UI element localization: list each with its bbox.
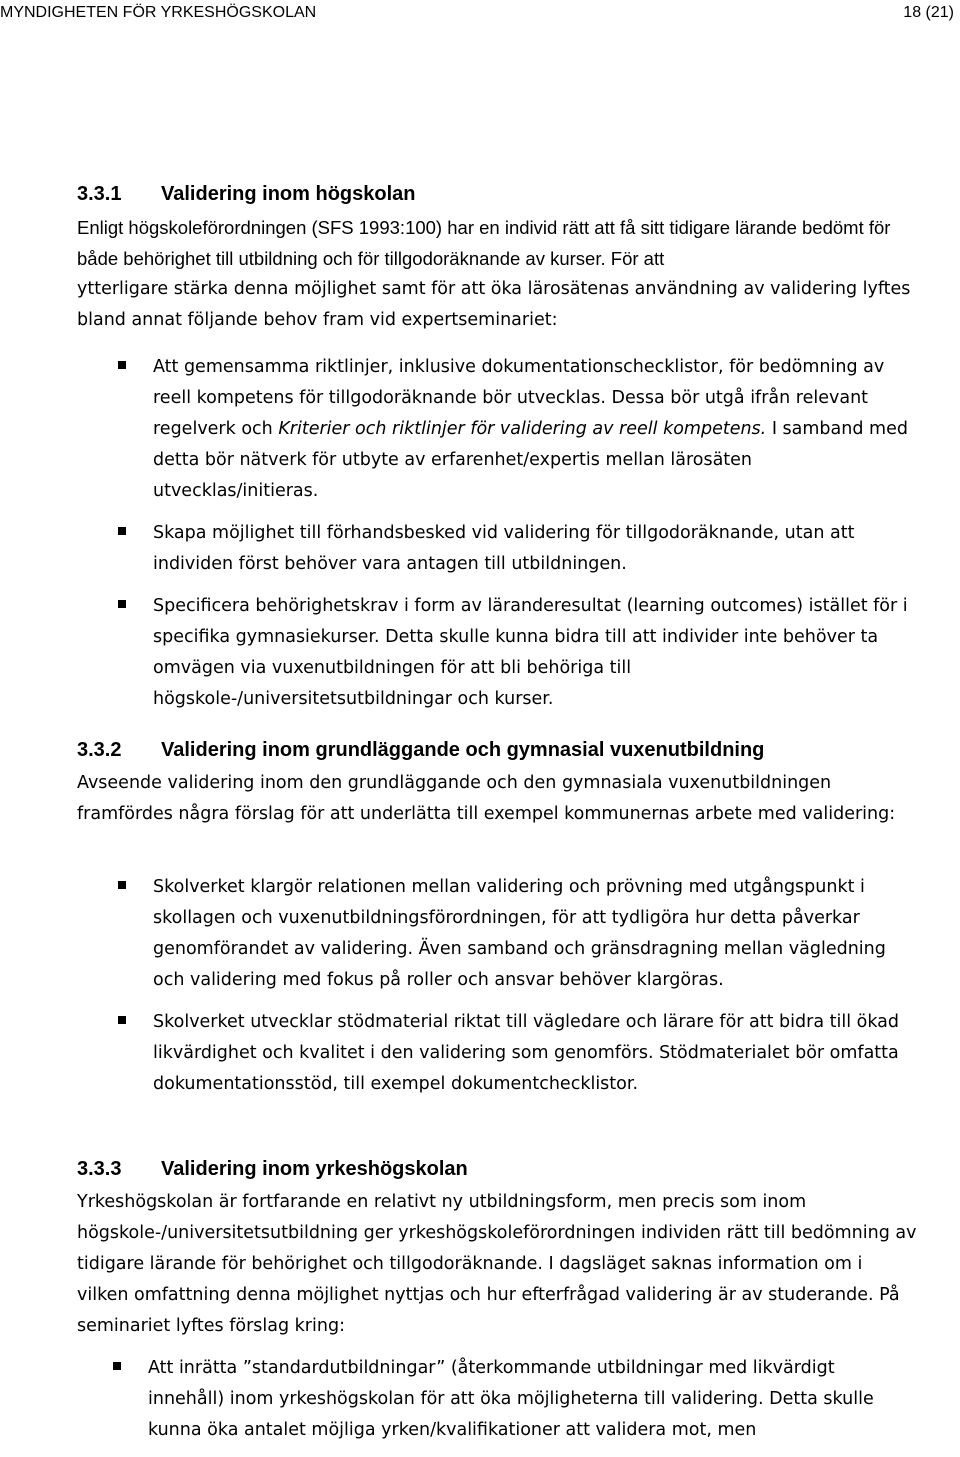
- bullet-list-3-3-1: [77, 352, 917, 726]
- square-bullet-icon: [118, 361, 126, 369]
- section-intro-3-3-1: [77, 212, 917, 336]
- list-item: [77, 352, 917, 507]
- section-intro-3-3-2: [77, 768, 917, 830]
- section-heading-3-3-1: [77, 182, 415, 206]
- list-item: [72, 1353, 912, 1446]
- bullet-text: Att gemensamma riktlinjer, inklusive dokumentationschecklistor, för bedömning av reell kompetens för tillgodoräknande bör utvecklas. Dessa bör utgå ifrån relevant regelverk och: [153, 357, 885, 439]
- bullet-list-3-3-2: [77, 872, 917, 1111]
- section-heading-3-3-3: [77, 1157, 468, 1181]
- intro-paragraph: Yrkeshögskolan är fortfarande en relativt ny utbildningsform, men precis som inom högskole-/universitetsutbildning ger yrkeshögskoleförordningen individen rätt till bedömning av tidigare lärande för behörighet och tillgodoräknande. I dagsläget saknas information om i vilken omfattning denna möjlighet nyttjas och hur efterfrågad validering är av studerande. På seminariet lyftes förslag kring:: [77, 1192, 917, 1336]
- bullet-text: Skolverket klargör relationen mellan validering och prövning med utgångspunkt i skollagen och vuxenutbildningsförordningen, för att tydligöra hur detta påverkar genomförandet av validering. Även samband och gränsdragning mellan vägledning och validering med fokus på roller och ansvar behöver klargöras.: [153, 877, 886, 990]
- bullet-text: Att inrätta ”standardutbildningar” (återkommande utbildningar med likvärdigt innehåll) inom yrkeshögskolan för att öka möjligheterna till validering. Detta skulle kunna öka antalet möjliga yrken/kvalifikationer att validera mot, men: [148, 1358, 874, 1440]
- list-item: [77, 1007, 917, 1100]
- square-bullet-icon: [118, 527, 126, 535]
- bullet-text-continued: I samband med detta bör nätverk för utbyte av erfarenhet/expertis mellan lärosäten utvecklas/initieras.: [153, 419, 908, 501]
- square-bullet-icon: [118, 881, 126, 889]
- section-title: Validering inom högskolan: [161, 183, 416, 205]
- italic-reference: Kriterier och riktlinjer för validering av reell kompetens.: [278, 419, 767, 439]
- bullet-list-3-3-3: [72, 1353, 912, 1457]
- section-title: Validering inom grundläggande och gymnasial vuxenutbildning: [161, 739, 765, 761]
- section-title: Validering inom yrkeshögskolan: [161, 1158, 468, 1180]
- intro-paragraph: Avseende validering inom den grundläggande och den gymnasiala vuxenutbildningen framfördes några förslag för att underlätta till exempel kommunernas arbete med validering:: [77, 773, 896, 824]
- list-item: [77, 591, 917, 715]
- section-number: 3.3.2: [77, 739, 122, 761]
- bullet-text: Skapa möjlighet till förhandsbesked vid validering för tillgodoräknande, utan att individen först behöver vara antagen till utbildningen.: [153, 523, 855, 574]
- list-item: [77, 872, 917, 996]
- square-bullet-icon: [113, 1362, 121, 1370]
- square-bullet-icon: [118, 600, 126, 608]
- bullet-text: Specificera behörighetskrav i form av läranderesultat (learning outcomes) istället för i specifika gymnasiekurser. Detta skulle kunna bidra till att individer inte behöver ta omvägen via vuxenutbildningen för att bli behöriga till högskole-/universitetsutbildningar och kurser.: [153, 596, 908, 709]
- square-bullet-icon: [118, 1016, 126, 1024]
- section-number: 3.3.1: [77, 183, 122, 205]
- page-header: [0, 4, 960, 24]
- section-number: 3.3.3: [77, 1158, 122, 1180]
- section-intro-3-3-3: [77, 1187, 917, 1342]
- intro-paragraph-part-2: ytterligare stärka denna möjlighet samt för att öka lärosätenas användning av validering lyftes bland annat följande behov fram vid expertseminariet:: [77, 279, 911, 330]
- organization-name: MYNDIGHETEN FÖR YRKESHÖGSKOLAN: [0, 4, 317, 21]
- section-heading-3-3-2: [77, 738, 764, 762]
- list-item: [77, 518, 917, 580]
- intro-paragraph-part-1: Enligt högskoleförordningen (SFS 1993:100) har en individ rätt att få sitt tidigare lärande bedömt för både behörighet till utbildning och för tillgodoräknande av kurser. För att: [77, 217, 891, 269]
- page-number: 18 (21): [903, 4, 954, 21]
- bullet-text: Skolverket utvecklar stödmaterial riktat till vägledare och lärare för att bidra till ökad likvärdighet och kvalitet i den validering som genomförs. Stödmaterialet bör omfatta dokumentationsstöd, till exempel dokumentchecklistor.: [153, 1012, 899, 1094]
